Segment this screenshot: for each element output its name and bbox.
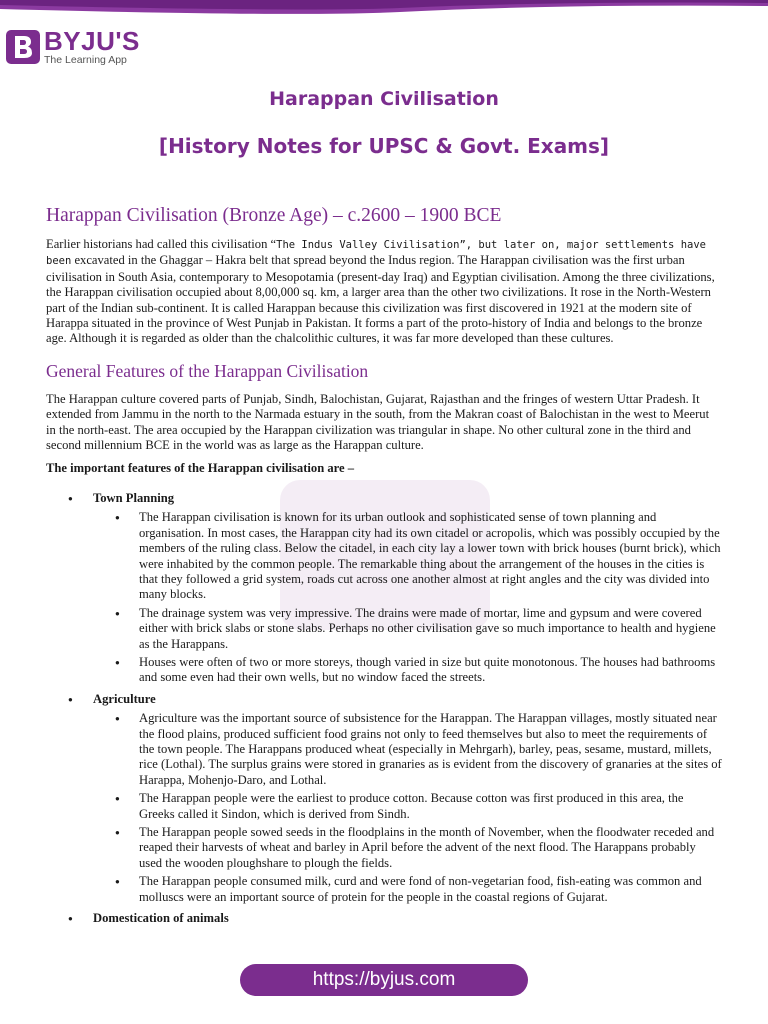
intro-text-rest: excavated in the Ghaggar – Hakra belt that spread beyond the Indus region. The Harappan civilisation was the first urban civilisation in South Asia, contemporary to Mesopotamia (present-day Iraq) and Egyptian civilisation. Among the three civilizations, the Harappan civilisation occupied about 8,00,000 sq. km, a larger area than the other two civilizations. It rose in the North-Western part of the Indian sub-continent. It is called Harappan because this civilization was first discovered in 1921 at the modern site of Harappa situated in the province of West Punjab in Pakistan. It forms a part of the proto-history of India and belongs to the bronze age. Although it is regarded as older than the chalcolithic cultures, it was far more developed than these cultures.	[46, 253, 715, 346]
intro-paragraph	[46, 237, 722, 347]
list-item: ● The Harappan people consumed milk, curd and were fond of non-vegetarian food, fish-eating was common and molluscs were an important source of protein for the people in the coastal regions of Gujarat.	[93, 874, 722, 905]
page-title: Harappan Civilisation	[269, 88, 499, 110]
list-item: ● The Harappan civilisation is known for its urban outlook and sophisticated sense of town planning and organisation. In most cases, the Harappan city had its own citadel or acropolis, which was possibly occupied by the members of the ruling class. Below the citadel, in each city lay a lower town with brick houses (burnt brick), which were inhabited by the common people. The remarkable thing about the arrangement of the houses in the cities is that they followed a grid system, roads cut across one another almost at right angles and the city was divided into many blocks.	[93, 510, 722, 602]
list-item: ● Agriculture was the important source of subsistence for the Harappan. The Harappan villages, mostly situated near the flood plains, produced sufficient food grains not only to feed themselves but also to meet the requirements of the town people. The Harappans produced wheat (especially in Mehrgarh), barley, peas, sesame, mustard, millets, rice (Lothal). The surplus grains were stored in granaries as is evident from the discovery of granaries at the sites of Harappa, Mohenjo-Daro, and Lothal.	[93, 711, 722, 788]
section-heading-features: General Features of the Harappan Civilisation	[46, 360, 369, 381]
logo-mark	[6, 30, 40, 64]
list-item: ● The Harappan people were the earliest to produce cotton. Because cotton was first produced in this area, the Greeks called it Sindon, which is derived from Sindh.	[93, 791, 722, 822]
features-paragraph: The Harappan culture covered parts of Punjab, Sindh, Balochistan, Gujarat, Rajasthan and the fringes of western Uttar Pradesh. It extended from Jammu in the north to the Narmada estuary in the south, from the Makran coast of Balochistan in the west to Meerut in the north-east. The area occupied by the Harappan civilization was triangular in shape. No other cultural zone in the third and second millennium BCE in the world was as large as the Harappan culture.	[46, 391, 710, 453]
town-planning-points	[93, 510, 722, 685]
list-item	[46, 911, 722, 926]
section-heading-intro: Harappan Civilisation (Bronze Age) – c.2600 – 1900 BCE	[46, 205, 502, 226]
agriculture-points	[93, 711, 722, 905]
list-item: ● Houses were often of two or more storeys, though varied in size but quite monotonous. The houses had bathrooms and some even had their own wells, but no window faced the streets.	[93, 655, 722, 686]
intro-text-start: Earlier historians had called this civilisation “	[46, 237, 277, 251]
feature-title-town-planning: Town Planning	[93, 490, 175, 505]
list-item: ● The drainage system was very impressive. The drains were made of mortar, lime and gypsum and were covered either with brick slabs or stone slabs. Perhaps no other civilisation gave so much importance to health and hygiene as the Harappans.	[93, 606, 722, 652]
list-item	[46, 491, 722, 686]
features-list	[46, 491, 722, 927]
top-decoration-bar	[0, 0, 768, 18]
intro-text-mono: The Indus Valley Civilisation”, but later on, major settlements have been	[46, 239, 706, 268]
document-body	[46, 205, 722, 932]
brand-tagline: The Learning App	[44, 54, 127, 66]
features-intro: The important features of the Harappan civilisation are –	[46, 461, 355, 476]
list-item	[46, 692, 722, 905]
footer-url-link[interactable]: https://byjus.com	[240, 964, 528, 996]
page-subtitle: [History Notes for UPSC & Govt. Exams]	[158, 134, 610, 158]
feature-title-agriculture: Agriculture	[93, 691, 156, 706]
brand-name: BYJU'S	[44, 26, 140, 56]
brand-logo[interactable]	[6, 28, 140, 66]
list-item: ● The Harappan people sowed seeds in the floodplains in the month of November, when the floodwater receded and reaped their harvests of wheat and barley in April before the advent of the next flood. The Harappans probably used the wooden ploughshare to plough the fields.	[93, 825, 722, 871]
feature-title-domestication: Domestication of animals	[93, 911, 229, 926]
